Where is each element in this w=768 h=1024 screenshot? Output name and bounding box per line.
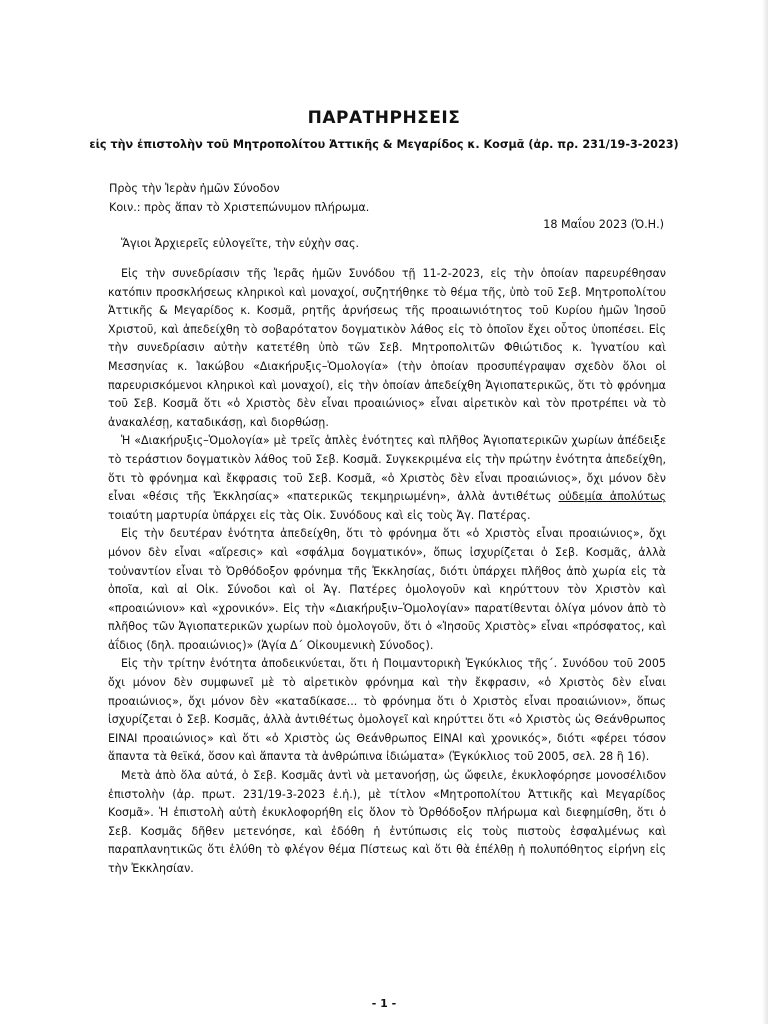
document-subtitle: εἰς τὴν ἐπιστολὴν τοῦ Μητροπολίτου Ἀττικῆς & Μεγαρίδος κ. Κοσμᾶ (ἀρ. πρ. 231/19-3-2023) xyxy=(89,138,679,151)
cc-line: Κοιν.: πρὸς ἅπαν τὸ Χριστεπώνυμον πλήρωμα. xyxy=(109,201,370,214)
underlined-phrase: οὐδεμία ἀπολύτως xyxy=(558,490,667,504)
page-number: - 1 - xyxy=(371,997,397,1010)
paragraph-3: Εἰς τὴν δευτέραν ἑνότητα ἀπεδείχθη, ὅτι τὸ φρόνημα ὅτι «ὁ Χριστὸς εἶναι προαιώνιος», ὄχι μόνον δὲν εἶναι «αἵρεσις» καὶ «σφάλμα δογματικόν», ὅπως ἰσχυρίζεται ὁ Σεβ. Κοσμᾶς, ἀλλὰ τοὐναντίον εἶναι τὸ Ὀρθόδοξον φρόνημα τῆς Ἐκκλησίας, διότι ὑπάρχει πλῆθος ἀπὸ χωρία εἰς τὰ ὁποῖα, καὶ αἱ Οἰκ. Σύνοδοι καὶ οἱ Ἁγ. Πατέρες ὁμολογοῦν καὶ κηρύττουν τὸν Χριστὸν καὶ «προαιώνιον» καὶ «χρονικόν». Εἰς τὴν «Διακήρυξιν–Ὁμολογίαν» παρατίθενται ὀλίγα μόνον ἀπὸ τὸ πλῆθος τῶν Ἁγιοπατερικῶν χωρίων ποὺ ὁμολογοῦν, ὅτι ὁ «Ἰησοῦς Χριστὸς» εἶναι «πρόσφατος, καὶ ἀΐδιος (δηλ. προαιώνιος)» (Ἁγία Δ΄ Οἰκουμενικὴ Σύνοδος). xyxy=(108,527,666,652)
recipient-line: Πρὸς τὴν Ἱερὰν ἡμῶν Σύνοδον xyxy=(109,182,280,195)
paragraph-4: Εἰς τὴν τρίτην ἑνότητα ἀποδεικνύεται, ὅτι ἡ Ποιμαντορικὴ Ἐγκύκλιος τῆς΄. Συνόδου τοῦ 2005 ὄχι μόνον δὲν συμφωνεῖ μὲ τὸ αἱρετικὸν φρόνημα καὶ τὴν ἔκφρασιν, «ὁ Χριστὸς δὲν εἶναι προαιώνιος», ὄχι μόνον δὲν «καταδίκασε... τὸ φρόνημα ὅτι ὁ Χριστὸς εἶναι προαιώνιον», ὅπως ἰσχυρίζεται ὁ Σεβ. Κοσμᾶς, ἀλλὰ ἀντιθέτως ὁμολογεῖ καὶ κηρύττει ὅτι «ὁ Χριστὸς ὡς Θεάνθρωπος ΕΙΝΑΙ προαιώνιος» καὶ ὅτι «ὁ Χριστὸς ὡς Θεάνθρωπος ΕΙΝΑΙ καὶ χρονικός», διότι «φέρει τόσον ἅπαντα τὰ θεϊκά, ὅσον καὶ ἅπαντα τὰ ἀνθρώπινα ἰδιώματα» (Ἐγκύκλιος τοῦ 2005, σελ. 28 ἢ 16). xyxy=(108,657,666,764)
paragraph-2 xyxy=(108,432,666,525)
paragraph-5: Μετὰ ἀπὸ ὅλα αὐτά, ὁ Σεβ. Κοσμᾶς ἀντὶ νὰ μετανοήσῃ, ὡς ὤφειλε, ἐκυκλοφόρησε μονοσέλιδον ἐπιστολὴν (ἀρ. πρωτ. 231/19-3-2023 ἐ.ἡ.), μὲ τίτλον «Μητροπολίτου Ἀττικῆς καὶ Μεγαρίδος Κοσμᾶ». Ἡ ἐπιστολὴ αὐτὴ ἐκυκλοφορήθη εἰς ὅλον τὸ Ὀρθόδοξον πλήρωμα καὶ διεφημίσθη, ὅτι ὁ Σεβ. Κοσμᾶς δῆθεν μετενόησε, καὶ ἐδόθη ἡ ἐντύπωσις εἰς τοὺς πιστοὺς ἐσφαλμένως καὶ παραπλανητικῶς ὅτι ἐλύθη τὸ φλέγον θέμα Πίστεως καὶ ὅτι θὰ ἐπέλθῃ ἡ πολυπόθητος εἰρήνη εἰς τὴν Ἐκκλησίαν. xyxy=(108,769,666,875)
paragraph-1: Εἰς τὴν συνεδρίασιν τῆς Ἱερᾶς ἡμῶν Συνόδου τῇ 11-2-2023, εἰς τὴν ὁποίαν παρευρέθησαν κατόπιν προσκλήσεως κληρικοὶ καὶ μοναχοί, συζητήθηκε τὸ θέμα τῆς, ὑπὸ τοῦ Σεβ. Μητροπολίτου Ἀττικῆς & Μεγαρίδος κ. Κοσμᾶ, ρητῆς ἀρνήσεως τῆς προαιωνιότητος τοῦ Κυρίου ἡμῶν Ἰησοῦ Χριστοῦ, καὶ ἀπεδείχθη τὸ σοβαρότατον δογματικὸν λάθος εἰς τὸ ὁποῖον ἔχει οὗτος ὑποπέσει. Εἰς τὴν συνεδρίασιν αὐτὴν κατετέθη ὑπὸ τῶν Σεβ. Μητροπολιτῶν Φθιώτιδος κ. Ἰγνατίου καὶ Μεσσηνίας κ. Ἰακώβου «Διακήρυξις–Ὁμολογία» (τὴν ὁποίαν προσυπέγραψαν σχεδὸν ὅλοι οἱ παρευρισκόμενοι κληρικοὶ καὶ μοναχοί), εἰς τὴν ὁποίαν ἀπεδείχθη Ἁγιοπατερικῶς, ὅτι τὸ φρόνημα τοῦ Σεβ. Κοσμᾶ ὅτι «ὁ Χριστὸς δὲν εἶναι προαιώνιος» εἶναι αἱρετικὸν καὶ τὸν προτρέπει νὰ τὸ ἀνακαλέσῃ, καταδικάσῃ, καὶ διορθώσῃ. xyxy=(108,267,666,429)
document-title: ΠΑΡΑΤΗΡΗΣΕΙΣ xyxy=(307,108,461,128)
scan-edge-shadow xyxy=(762,0,768,1024)
document-date: 18 Μαΐου 2023 (Ὀ.Η.) xyxy=(543,218,664,231)
paragraph-2-text: Ἡ «Διακήρυξις–Ὁμολογία» μὲ τρεῖς ἁπλὲς ἑνότητες καὶ πλῆθος Ἁγιοπατερικῶν χωρίων ἀπέδειξε τὸ τεράστιον δογματικὸν λάθος τοῦ Σεβ. Κοσμᾶ. Συγκεκριμένα εἰς τὴν πρώτην ἑνότητα ἀπεδείχθη, ὅτι τὸ φρόνημα καὶ ἔκφρασις τοῦ Σεβ. Κοσμᾶ, «ὁ Χριστὸς δὲν εἶναι προαιώνιος», ὄχι μόνον δὲν εἶναι «θέσις τῆς Ἐκκλησίας» «πατερικῶς τεκμηριωμένη», ἀλλὰ ἀντιθέτως xyxy=(108,434,666,504)
document-body xyxy=(108,265,666,879)
greeting: Ἅγιοι Ἀρχιερεῖς εὐλογεῖτε, τὴν εὐχὴν σας. xyxy=(121,237,360,250)
paragraph-2-tail: τοιαύτη μαρτυρία ὑπάρχει εἰς τὰς Οἰκ. Συνόδους καὶ εἰς τοὺς Ἁγ. Πατέρας. xyxy=(108,508,531,522)
